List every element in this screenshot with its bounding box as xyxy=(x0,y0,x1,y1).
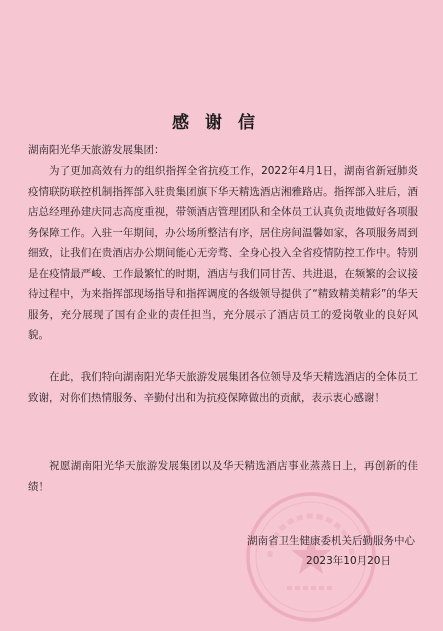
letter-title: 感谢信 xyxy=(172,113,271,133)
letter-paragraph-2: 在此，我们特向湖南阳光华天旅游发展集团各位领导及华天精选酒店的全体员工致谢，对你们热情服务、辛勤付出和为抗疫保障做出的贡献，表示衷心感谢！ xyxy=(28,371,418,404)
signature-date: 2023年10月20日 xyxy=(306,555,391,567)
signature-organization: 湖南省卫生健康委机关后勤服务中心 xyxy=(247,535,415,547)
letter-salutation: 湖南阳光华天旅游发展集团： xyxy=(28,144,165,156)
letter-paragraph-3: 祝愿湖南阳光华天旅游发展集团以及华天精选酒店事业蒸蒸日上，再创新的佳绩！ xyxy=(28,460,418,493)
letter-paragraph-1: 为了更加高效有力的组织指挥全省抗疫工作，2022年4月1日，湖南省新冠肺炎疫情联防联控机制指挥部入驻贵集团旗下华天精选酒店湘雅路店。指挥部入驻后，酒店总经理孙建庆同志高度重视，带领酒店管理团队和全体员工认真负责地做好各项服务保障工作。入驻一年期间，办公场所整洁有序，居住房间温馨如家，各项服务周到细致，让我们在贵酒店办公期间能心无旁骛、全身心投入全省疫情防控工作中。特别是在疫情最严峻、工作最繁忙的时期，酒店与我们同甘苦、共进退，在频繁的会议接待过程中，为来指挥部现场指导和指挥调度的各级领导提供了“精致精美精彩”的华天服务，充分展现了国有企业的责任担当，充分展示了酒店员工的爱岗敬业的良好风貌。 xyxy=(28,165,418,341)
